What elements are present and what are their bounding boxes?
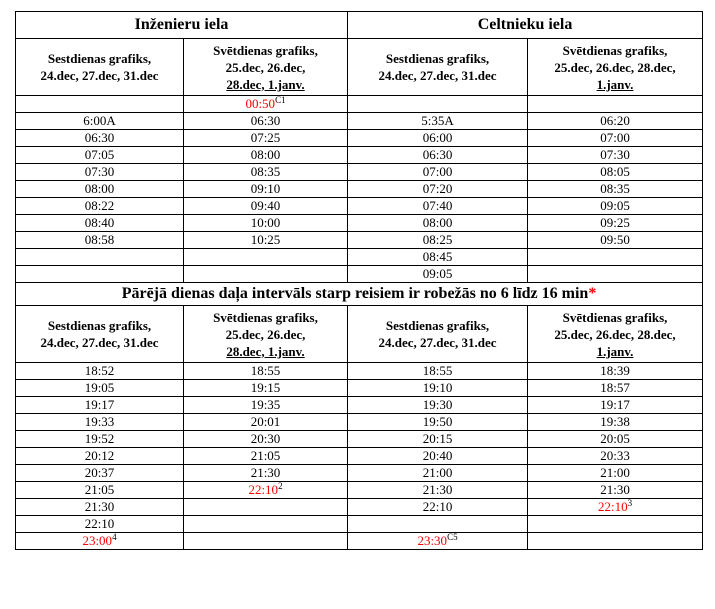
time-cell: 20:15 xyxy=(348,431,528,448)
time-row xyxy=(16,249,703,266)
time-cell: $23:00^4$ xyxy=(16,533,184,550)
time-cell: 19:33 xyxy=(16,414,184,431)
subheader-sunday-left: Svētdienas grafiks, 25.dec, 26.dec, 28.dec, 1.janv. xyxy=(184,306,348,363)
time-cell: 09:50 xyxy=(528,232,703,249)
time-cell: 08:35 xyxy=(528,181,703,198)
time-cell: 19:35 xyxy=(184,397,348,414)
time-cell xyxy=(184,533,348,550)
time-row xyxy=(16,499,703,516)
time-cell: 06:30 xyxy=(348,147,528,164)
time-cell: 08:40 xyxy=(16,215,184,232)
time-cell: $22:10^2$ xyxy=(184,482,348,499)
interval-asterisk: * xyxy=(588,285,597,302)
time-cell: 21:05 xyxy=(16,482,184,499)
time-cell: 19:52 xyxy=(16,431,184,448)
interval-row xyxy=(16,283,703,306)
time-row xyxy=(16,482,703,499)
time-cell: 18:57 xyxy=(528,380,703,397)
time-cell: 06:30 xyxy=(184,113,348,130)
subheader-saturday-right: Sestdienas grafiks, 24.dec, 27.dec, 31.dec xyxy=(348,306,528,363)
evening-times xyxy=(16,363,703,550)
time-cell: 08:58 xyxy=(16,232,184,249)
time-cell: 07:30 xyxy=(528,147,703,164)
time-cell: 08:35 xyxy=(184,164,348,181)
time-cell: 19:17 xyxy=(16,397,184,414)
time-cell xyxy=(528,533,703,550)
time-cell: 18:52 xyxy=(16,363,184,380)
time-row xyxy=(16,431,703,448)
time-cell xyxy=(528,249,703,266)
subheader-saturday-right: Sestdienas grafiks, 24.dec, 27.dec, 31.dec xyxy=(348,39,528,96)
interval-note: Pārējā dienas daļa intervāls starp reisiem ir robežās no 6 līdz 16 min* xyxy=(16,283,703,306)
time-row xyxy=(16,215,703,232)
time-cell: 07:40 xyxy=(348,198,528,215)
time-cell: 07:05 xyxy=(16,147,184,164)
time-cell: 19:17 xyxy=(528,397,703,414)
time-cell xyxy=(528,266,703,283)
time-row xyxy=(16,380,703,397)
time-row xyxy=(16,465,703,482)
time-cell: 20:30 xyxy=(184,431,348,448)
time-cell: 18:39 xyxy=(528,363,703,380)
time-cell: 21:30 xyxy=(528,482,703,499)
time-cell: 10:00 xyxy=(184,215,348,232)
time-cell xyxy=(16,266,184,283)
time-cell: 09:05 xyxy=(528,198,703,215)
street-header-row xyxy=(16,12,703,39)
time-row xyxy=(16,164,703,181)
time-row xyxy=(16,198,703,215)
time-cell: $22:10^3$ xyxy=(528,499,703,516)
time-cell: 07:30 xyxy=(16,164,184,181)
time-cell: 20:12 xyxy=(16,448,184,465)
time-cell: 21:30 xyxy=(184,465,348,482)
time-cell: 07:00 xyxy=(348,164,528,181)
time-cell: 08:00 xyxy=(184,147,348,164)
time-cell: 5:35A xyxy=(348,113,528,130)
time-cell: 19:15 xyxy=(184,380,348,397)
time-cell: 20:05 xyxy=(528,431,703,448)
time-cell: 08:00 xyxy=(16,181,184,198)
time-row xyxy=(16,232,703,249)
schedule-table xyxy=(15,11,703,550)
subheader-sunday-right: Svētdienas grafiks, 25.dec, 26.dec, 28.dec, 1.janv. xyxy=(528,39,703,96)
time-cell: 21:30 xyxy=(16,499,184,516)
time-row xyxy=(16,130,703,147)
time-cell: 09:25 xyxy=(528,215,703,232)
time-cell: 18:55 xyxy=(184,363,348,380)
time-cell: 22:10 xyxy=(16,516,184,533)
time-cell: 6:00A xyxy=(16,113,184,130)
time-cell: 08:45 xyxy=(348,249,528,266)
time-cell xyxy=(348,96,528,113)
time-row xyxy=(16,397,703,414)
time-cell xyxy=(184,266,348,283)
time-cell xyxy=(16,249,184,266)
time-cell: 09:05 xyxy=(348,266,528,283)
time-cell xyxy=(348,516,528,533)
time-cell: 18:55 xyxy=(348,363,528,380)
time-cell: 08:00 xyxy=(348,215,528,232)
time-cell: 21:00 xyxy=(528,465,703,482)
time-cell: 21:30 xyxy=(348,482,528,499)
schedule-page xyxy=(15,11,703,550)
time-cell xyxy=(16,96,184,113)
time-row xyxy=(16,147,703,164)
time-cell: 20:33 xyxy=(528,448,703,465)
time-row xyxy=(16,363,703,380)
time-row xyxy=(16,181,703,198)
time-cell xyxy=(528,516,703,533)
street-title-celtnieku: Celtnieku iela xyxy=(348,12,703,39)
subheader-sunday-left: Svētdienas grafiks, 25.dec, 26.dec, 28.dec, 1.janv. xyxy=(184,39,348,96)
time-row xyxy=(16,533,703,550)
time-cell: 09:40 xyxy=(184,198,348,215)
time-cell xyxy=(184,249,348,266)
time-row xyxy=(16,448,703,465)
time-cell: 06:20 xyxy=(528,113,703,130)
time-cell: 07:00 xyxy=(528,130,703,147)
time-row xyxy=(16,96,703,113)
subheader-saturday-left: Sestdienas grafiks, 24.dec, 27.dec, 31.dec xyxy=(16,306,184,363)
time-cell: $00:50^{C1}$ xyxy=(184,96,348,113)
time-row xyxy=(16,516,703,533)
time-cell: 06:30 xyxy=(16,130,184,147)
time-cell xyxy=(184,516,348,533)
time-row xyxy=(16,414,703,431)
time-cell: 20:01 xyxy=(184,414,348,431)
time-row xyxy=(16,113,703,130)
time-cell: 08:05 xyxy=(528,164,703,181)
time-cell xyxy=(184,499,348,516)
time-cell xyxy=(528,96,703,113)
morning-times xyxy=(16,96,703,283)
time-cell: 07:20 xyxy=(348,181,528,198)
time-cell: 10:25 xyxy=(184,232,348,249)
time-cell: 20:37 xyxy=(16,465,184,482)
time-row xyxy=(16,266,703,283)
subheader-sunday-right: Svētdienas grafiks, 25.dec, 26.dec, 28.dec, 1.janv. xyxy=(528,306,703,363)
street-title-inzenieru: Inženieru iela xyxy=(16,12,348,39)
subheader-saturday-left: Sestdienas grafiks, 24.dec, 27.dec, 31.dec xyxy=(16,39,184,96)
time-cell: 19:10 xyxy=(348,380,528,397)
time-cell: 19:50 xyxy=(348,414,528,431)
time-cell: 21:05 xyxy=(184,448,348,465)
time-cell: 08:22 xyxy=(16,198,184,215)
time-cell: $23:30^{C5}$ xyxy=(348,533,528,550)
time-cell: 09:10 xyxy=(184,181,348,198)
time-cell: 06:00 xyxy=(348,130,528,147)
time-cell: 07:25 xyxy=(184,130,348,147)
time-cell: 21:00 xyxy=(348,465,528,482)
time-cell: 19:05 xyxy=(16,380,184,397)
time-cell: 08:25 xyxy=(348,232,528,249)
schedule-subheader-row-evening xyxy=(16,306,703,363)
time-cell: 19:38 xyxy=(528,414,703,431)
time-cell: 22:10 xyxy=(348,499,528,516)
schedule-subheader-row xyxy=(16,39,703,96)
time-cell: 20:40 xyxy=(348,448,528,465)
time-cell: 19:30 xyxy=(348,397,528,414)
